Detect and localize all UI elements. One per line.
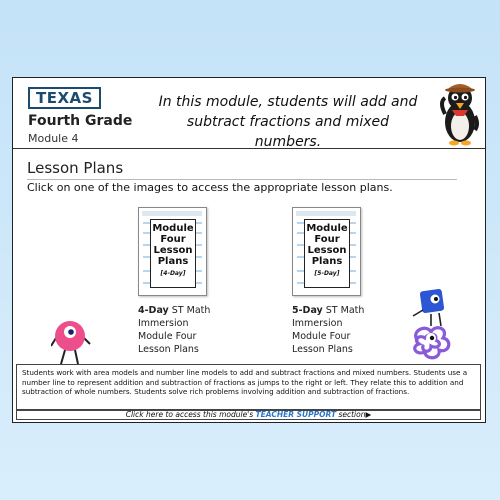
caption-line: Module Four bbox=[138, 331, 197, 342]
pink-ball-creature-icon bbox=[51, 318, 91, 366]
thumb-title-line: Lesson bbox=[153, 245, 193, 256]
caption-day-label: 5-Day bbox=[292, 305, 323, 316]
state-badge: TEXAS bbox=[28, 87, 101, 109]
thumb-cover bbox=[150, 219, 196, 288]
module-description: Students work with area models and number line models to add and subtract fractions and mixed numbers. Students use a number line to represent addition and subtraction of fractions as jumps to the right or left. They relate this to addition and subtraction of whole numbers. Students solve rich problems involving addition and subtraction of fractions. bbox=[16, 364, 481, 410]
link-suffix: section bbox=[336, 410, 366, 419]
caption-line: Lesson Plans bbox=[138, 344, 199, 355]
thumb-cover bbox=[304, 219, 350, 288]
link-highlight: TEACHER SUPPORT bbox=[255, 410, 337, 419]
lesson-plan-4-day-thumbnail[interactable] bbox=[138, 207, 207, 296]
teacher-support-link[interactable] bbox=[16, 410, 481, 420]
purple-scribble-creature-icon bbox=[409, 322, 455, 364]
arrow-right-icon: ▶ bbox=[365, 410, 372, 419]
caption-line: Immersion bbox=[138, 318, 189, 329]
module-number: Module 4 bbox=[28, 132, 79, 145]
thumb-title-line: Four bbox=[314, 234, 340, 245]
thumb-title-line: Plans bbox=[311, 256, 343, 267]
thumb-duration-tag: [4-Day] bbox=[160, 270, 186, 277]
title-divider bbox=[27, 179, 457, 180]
lesson-plans-title: Lesson Plans bbox=[27, 159, 124, 177]
thumb-title-line: Module bbox=[306, 223, 348, 234]
caption-line: ST Math bbox=[168, 305, 211, 316]
caption-day-label: 4-Day bbox=[138, 305, 169, 316]
thumb-title-line: Plans bbox=[157, 256, 189, 267]
link-prefix: Click here to access this module's bbox=[125, 410, 256, 419]
grade-title: Fourth Grade bbox=[28, 113, 133, 129]
thumb-title-line: Lesson bbox=[307, 245, 347, 256]
module-panel bbox=[12, 77, 486, 423]
caption-line: ST Math bbox=[322, 305, 365, 316]
lesson-plans-instruction: Click on one of the images to access the appropriate lesson plans. bbox=[27, 181, 393, 194]
caption-line: Module Four bbox=[292, 331, 351, 342]
module-intro: In this module, students will add and subtract fractions and mixed numbers. bbox=[158, 94, 418, 150]
lesson-plan-5-day-caption[interactable] bbox=[292, 304, 364, 356]
thumb-title-line: Four bbox=[160, 234, 186, 245]
thumb-header-strip bbox=[296, 211, 356, 216]
thumb-header-strip bbox=[142, 211, 202, 216]
thumb-duration-tag: [5-Day] bbox=[314, 270, 340, 277]
lesson-plan-4-day-caption[interactable] bbox=[138, 304, 210, 356]
lesson-plan-5-day-thumbnail[interactable] bbox=[292, 207, 361, 296]
thumb-title-line: Module bbox=[152, 223, 194, 234]
caption-line: Immersion bbox=[292, 318, 343, 329]
caption-line: Lesson Plans bbox=[292, 344, 353, 355]
module-header bbox=[13, 78, 485, 149]
penguin-mascot-icon bbox=[439, 80, 481, 148]
